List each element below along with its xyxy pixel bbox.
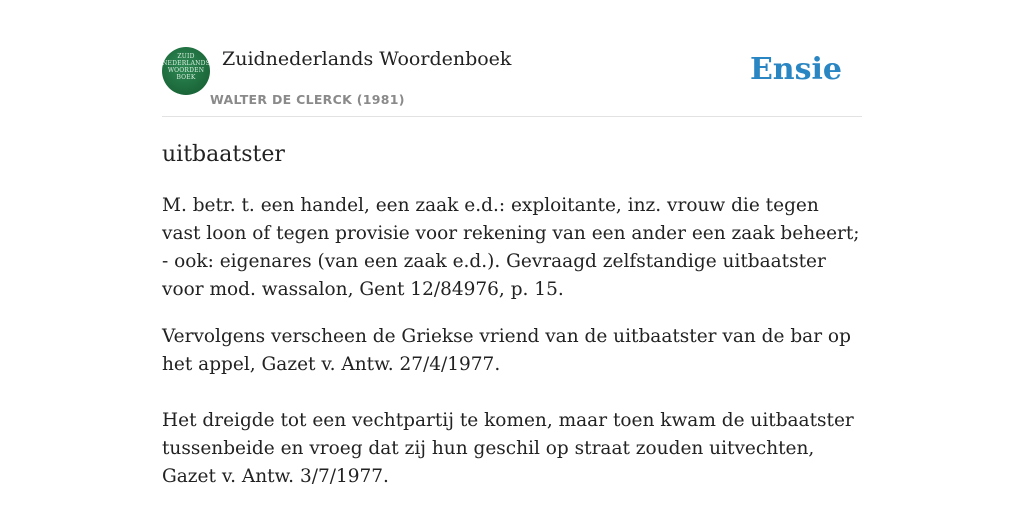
- book-header: [162, 46, 862, 117]
- book-cover-logo-icon[interactable]: [162, 47, 210, 95]
- entry-headword: uitbaatster: [162, 142, 285, 167]
- logo-line: WOORDEN: [167, 67, 205, 74]
- entry-example: Vervolgens verscheen de Griekse vriend van de uitbaatster van de bar op het appel, Gazet v. Antw. 27/4/1977.: [162, 326, 851, 375]
- logo-line: BOEK: [176, 74, 196, 81]
- book-author: WALTER DE CLERCK (1981): [210, 92, 405, 107]
- entry-definition: M. betr. t. een handel, een zaak e.d.: exploitante, inz. vrouw die tegen vast loon of tegen provisie voor rekening van een ander een zaak beheert; - ook: eigenares (van een zaak e.d.). Gevraagd zelfstandige uitbaatster voor mod. wassalon, Gent 12/84976, p. 15.: [162, 195, 860, 300]
- entry-example: Het dreigde tot een vechtpartij te komen, maar toen kwam de uitbaatster tussenbeide en vroeg dat zij hun geschil op straat zouden uitvechten, Gazet v. Antw. 3/7/1977.: [162, 410, 854, 487]
- ensie-brand-link[interactable]: Ensie: [749, 52, 842, 87]
- logo-line: ZUID: [177, 53, 195, 60]
- logo-lettering: [162, 53, 210, 81]
- logo-line: NEDERLANDS: [162, 60, 210, 67]
- book-title-link[interactable]: Zuidnederlands Woordenboek: [222, 48, 512, 70]
